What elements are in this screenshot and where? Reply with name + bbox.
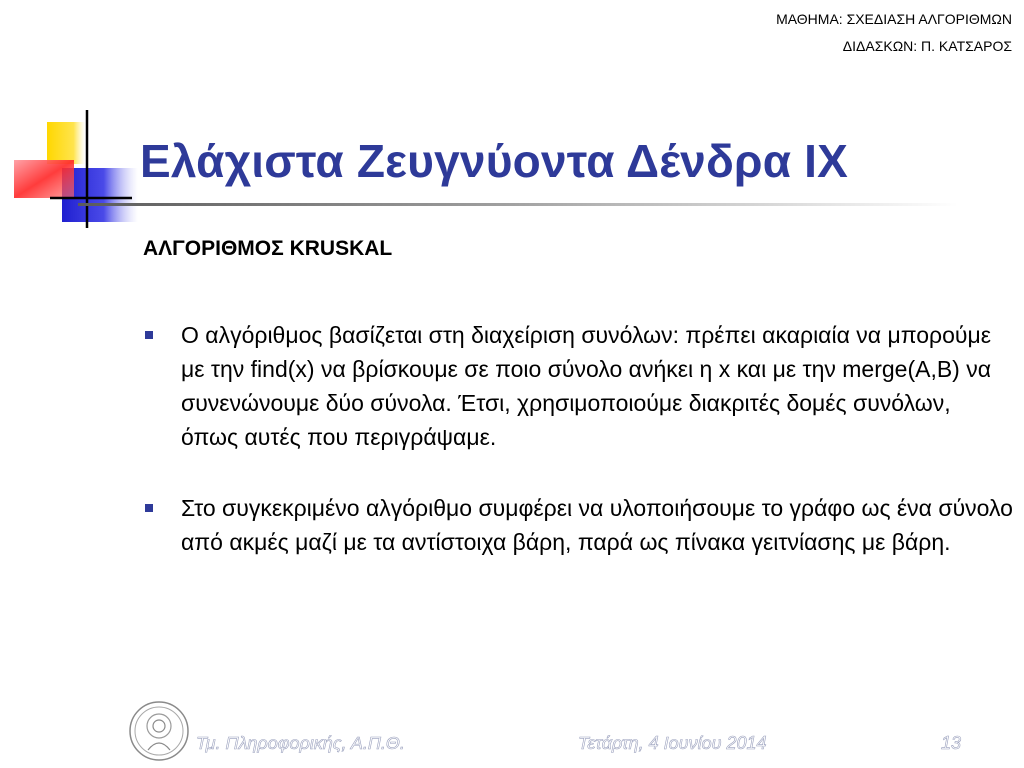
footer-page-number: 13 (941, 733, 962, 753)
bullet-list (143, 318, 1013, 596)
university-seal-icon (128, 700, 190, 762)
bullet-item (143, 318, 1013, 454)
instructor-label: ΔΙΔΑΣΚΩΝ: Π. ΚΑΤΣΑΡΟΣ (842, 38, 1012, 54)
bullet-text: Ο αλγόριθμος βασίζεται στη διαχείριση συνόλων: πρέπει ακαριαία να μπορούμε με την find(x) να βρίσκουμε σε ποιο σύνολο ανήκει η x και με την merge(A,B) να συνενώνουμε δύο σύνολα. Έτσι, χρησιμοποιούμε διακριτές δομές συνόλων, όπως αυτές που περιγράψαμε. (181, 322, 992, 450)
bullet-text: Στο συγκεκριμένο αλγόριθμο συμφέρει να υλοποιήσουμε το γράφο ως ένα σύνολο από ακμές μαζί με τα αντίστοιχα βάρη, παρά ως πίνακα γειτνίασης με βάρη. (181, 495, 1013, 555)
footer-date: Τετάρτη, 4 Ιουνίου 2014 (578, 733, 767, 753)
course-label: ΜΑΘΗΜΑ: ΣΧΕΔΙΑΣΗ ΑΛΓΟΡΙΘΜΩΝ (776, 11, 1012, 27)
footer-department: Τμ. Πληροφορικής, Α.Π.Θ. (196, 733, 405, 753)
decorative-squares-icon (0, 100, 140, 240)
square-bullet-icon (145, 331, 153, 339)
slide-header (776, 6, 1012, 60)
slide-title: Ελάχιστα Ζευγνύοντα Δένδρα IX (140, 135, 849, 187)
title-underline (78, 203, 958, 206)
bullet-item (143, 491, 1013, 559)
slide-subtitle: ΑΛΓΟΡΙΘΜΟΣ KRUSKAL (143, 237, 393, 260)
square-bullet-icon (145, 504, 153, 512)
